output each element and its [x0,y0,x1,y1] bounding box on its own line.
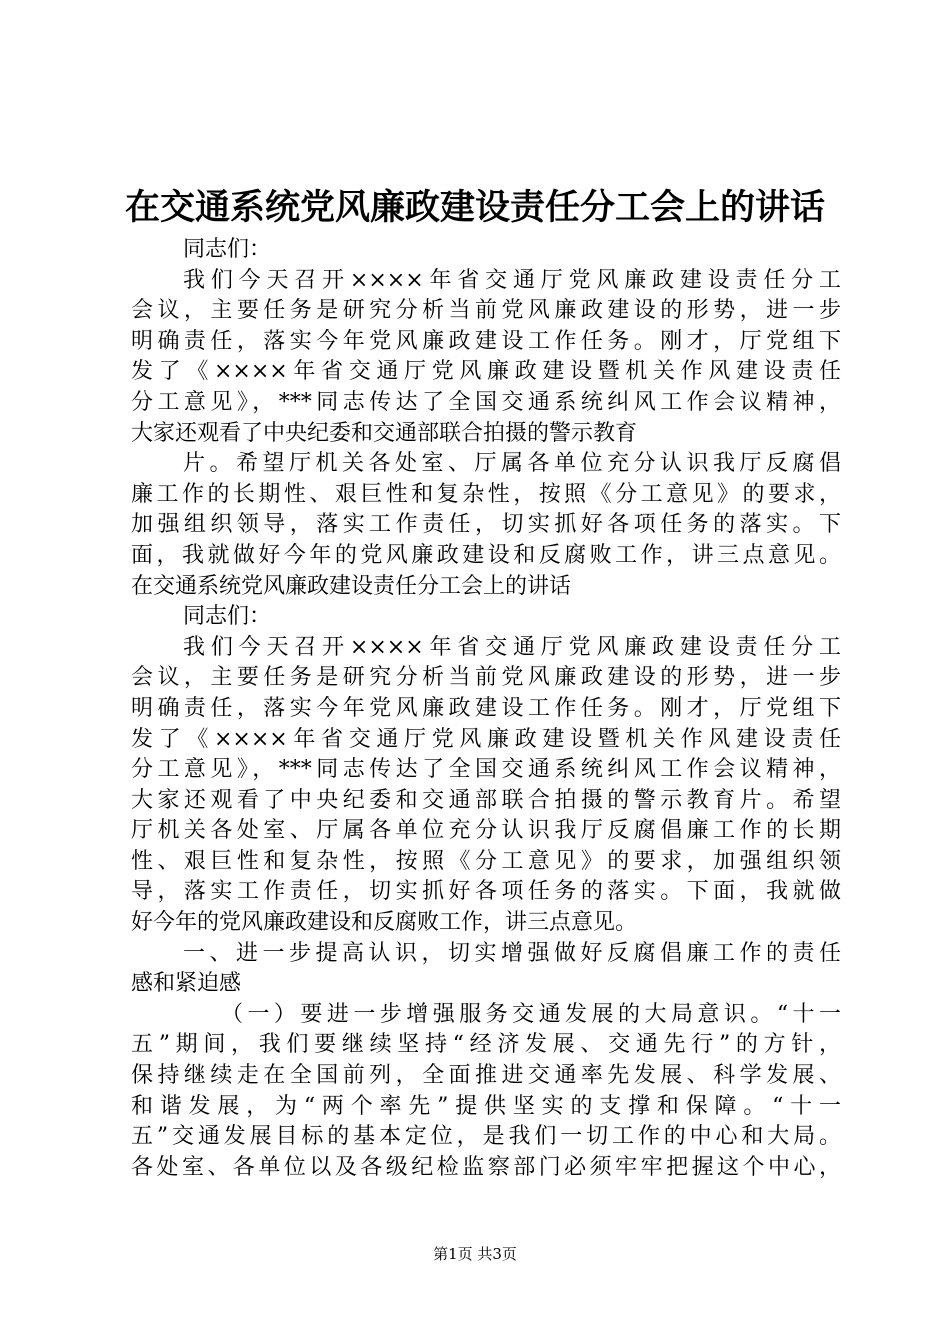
text-line: 发了《××××年省交通厅党风廉政建设暨机关作风建设责任 [131,726,841,752]
text-line: 面，我就做好今年的党风廉政建设和反腐败工作，讲三点意见。 [131,542,841,568]
text-line: 五”期间，我们要继续坚持“经济发展、交通先行”的方针， [131,1032,841,1058]
text-line: 明确责任，落实今年党风廉政建设工作任务。刚才，厅党组下 [131,695,841,721]
text-line: 发了《××××年省交通厅党风廉政建设暨机关作风建设责任 [131,359,841,385]
text-line: 感和紧迫感 [131,971,242,997]
text-line: 同志们： [183,237,272,262]
text-line: 大家还观看了中央纪委和交通部联合拍摄的警示教育 [131,420,638,446]
text-line: 片。希望厅机关各处室、厅属各单位充分认识我厅反腐倡 [183,451,841,477]
text-line: 同志们： [183,604,272,630]
text-line: 在交通系统党风廉政建设责任分工会上的讲话 [131,573,572,599]
page-footer: 第1页 共3页 [433,1245,517,1263]
text-line: 好今年的党风廉政建设和反腐败工作，讲三点意见。 [131,910,638,936]
text-line: 我们今天召开××××年省交通厅党风廉政建设责任分工 [183,634,841,660]
text-line: 廉工作的长期性、艰巨性和复杂性，按照《分工意见》的要求， [131,481,841,507]
text-line: 厅机关各处室、厅属各单位充分认识我厅反腐倡廉工作的长期 [131,818,841,844]
document-body [131,235,841,1183]
text-line: 大家还观看了中央纪委和交通部联合拍摄的警示教育片。希望 [131,787,841,813]
text-line: （一）要进一步增强服务交通发展的大局意识。“十一 [221,1001,841,1027]
text-line: 加强组织领导，落实工作责任，切实抓好各项任务的落实。下 [131,512,841,538]
document-title: 在交通系统党风廉政建设责任分工会上的讲话 [124,187,825,228]
text-line: 会议，主要任务是研究分析当前党风廉政建设的形势，进一步 [131,298,841,324]
text-line: 和谐发展，为“两个率先”提供坚实的支撑和保障。“十一 [131,1093,841,1119]
text-line: 五”交通发展目标的基本定位，是我们一切工作的中心和大局。 [131,1124,841,1150]
text-line: 性、艰巨性和复杂性，按照《分工意见》的要求，加强组织领 [131,848,841,874]
text-line: 分工意见》，***同志传达了全国交通系统纠风工作会议精神， [131,389,841,415]
text-line: 各处室、各单位以及各级纪检监察部门必须牢牢把握这个中心， [131,1154,841,1180]
text-line: 明确责任，落实今年党风廉政建设工作任务。刚才，厅党组下 [131,328,841,354]
text-line: 我们今天召开××××年省交通厅党风廉政建设责任分工 [183,267,841,293]
text-line: 分工意见》，***同志传达了全国交通系统纠风工作会议精神， [131,757,841,783]
text-line: 会议，主要任务是研究分析当前党风廉政建设的形势，进一步 [131,665,841,691]
text-line: 保持继续走在全国前列，全面推进交通率先发展、科学发展、 [131,1063,841,1089]
text-line: 一、进一步提高认识，切实增强做好反腐倡廉工作的责任 [183,940,841,966]
text-line: 导，落实工作责任，切实抓好各项任务的落实。下面，我就做 [131,879,841,905]
